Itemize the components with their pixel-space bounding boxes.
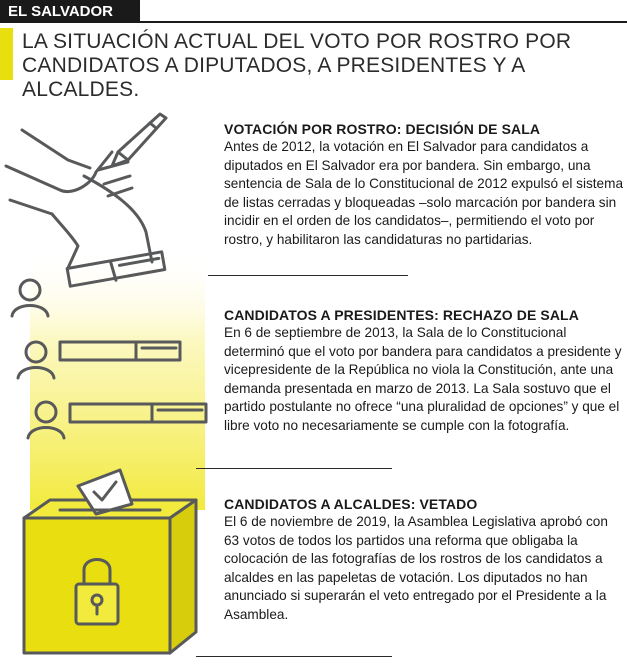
section-body: Antes de 2012, la votación en El Salvador para candidatos a diputados en El Salvador era por bandera. Sin embargo, una sentencia de Sala de lo Constitucional de 2012 expulsó el sistema de listas cerradas y bloqueadas –solo marcación por bandera sin incidir en el orden de los candidatos–, permitiendo el voto por rostro, y habilitaron las candidaturas no partidarias. [224,139,624,247]
section-divider [208,275,408,276]
title-line-2: CANDIDATOS A DIPUTADOS, A PRESIDENTES Y A ALCALDES. [22,54,525,101]
section-voto-por-rostro [224,120,624,250]
section-divider [196,468,392,469]
section-heading: CANDIDATOS A PRESIDENTES: RECHAZO DE SALA [224,307,579,323]
section-alcaldes [224,495,624,625]
voting-illustration [0,90,215,666]
hand-icon [6,130,152,268]
section-body: En 6 de septiembre de 2013, la Sala de lo Constitucional determinó que el voto por bandera para candidatos a presidente y vicepresidente de la República no viola la Constitución, ante una demanda presentada en marzo de 2013. La Sala sostuvo que el partido postulante no ofrece “una pluralidad de opciones” y que el libre voto no necesariamente se cumple con la fotografía. [224,325,622,433]
pen-icon [112,114,166,166]
title-accent-bar [0,28,13,80]
section-presidentes [224,306,624,436]
section-heading: VOTACIÓN POR ROSTRO: DECISIÓN DE SALA [224,121,541,137]
section-heading: CANDIDATOS A ALCALDES: VETADO [224,496,478,512]
title-block [0,28,627,101]
header-bar [0,0,627,23]
section-divider [196,656,392,657]
country-label: EL SALVADOR [0,0,140,23]
section-body: El 6 de noviembre de 2019, la Asamblea Legislativa aprobó con 63 votos de todos los partidos una reforma que obligaba la colocación de las fotografías de los rostros de los candidatos a alcaldes en las papeletas de votación. Los diputados no han anunciado si superarán el veto entregado por el Presidente a la Asamblea. [224,514,608,622]
title-line-1: LA SITUACIÓN ACTUAL DEL VOTO POR ROSTRO POR [22,30,572,53]
